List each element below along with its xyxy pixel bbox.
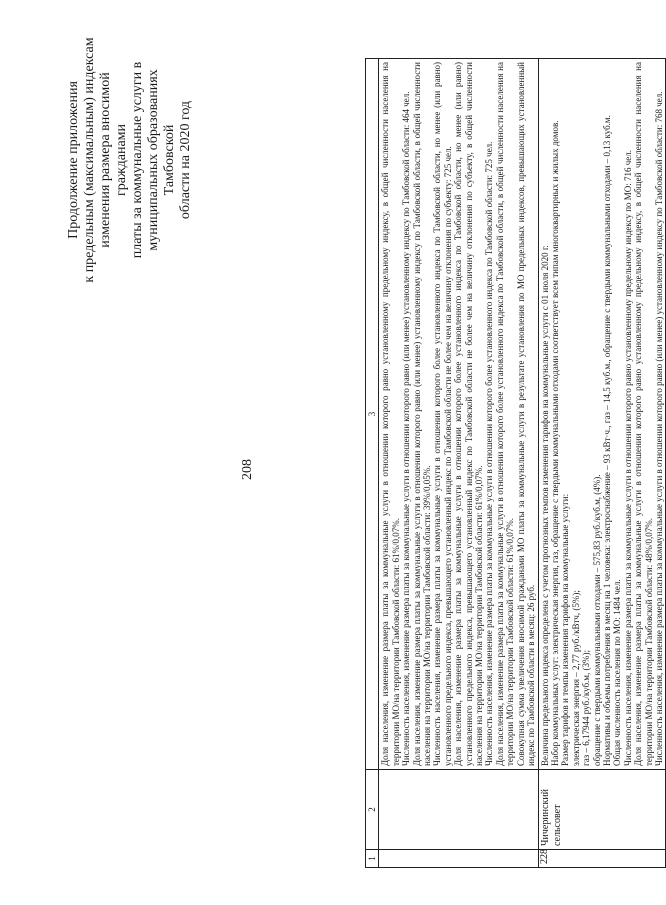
- table-header-row: [366, 59, 379, 868]
- content-paragraph: Доля населения, изменение размера платы за коммунальные услуги в отношении которого равно установленному предельному индексу, в общей численности населения на территории МО/на территории Тамбовской области: 48%/0,07%.: [633, 62, 654, 766]
- empty-cell: [379, 770, 538, 850]
- appendix-line: платы за коммунальные услуги в: [130, 61, 145, 259]
- municipality-content: [538, 59, 666, 770]
- content-paragraph: Общая численность населения по МО: 1484 чел.: [612, 579, 623, 766]
- column-header: 3: [366, 59, 379, 770]
- appendix-heading: [66, 35, 194, 285]
- content-paragraph: Совокупная сумма увеличения вносимой гражданами МО платы за коммунальные услуги в результате установления по МО предельных индексов, превышающих установленный индекс по Тамбовской области в месяц: 26 руб.: [515, 62, 537, 766]
- previous-municipality-content: [379, 59, 538, 770]
- content-paragraph: Доля населения, изменение размера платы за коммунальные услуги в отношении которого равно (или менее) установленному индексу по Тамбовской области, в общей численности населения на территории МО/на территории Тамбовской области: 39%/0,05%.: [411, 62, 433, 766]
- content-paragraph: Численность населения, изменение размера платы за коммунальные услуги в отношении которого равно установленному предельному индексу по МО: 716 чел.: [622, 149, 633, 766]
- column-header: 1: [366, 850, 379, 868]
- indices-table: [365, 58, 666, 868]
- content-paragraph: электрическая энергия – 2,77 руб./кВтч, (5%);: [570, 590, 581, 766]
- content-paragraph: Набор коммунальных услуг: электрическая энергия, газ, обращение с твердыми коммунальными отходами соответствует всем типам многоквартирных и жилых домов.: [549, 120, 560, 766]
- content-paragraph: Доля населения, изменение размера платы за коммунальные услуги в отношении которого более установленного индекса по Тамбовской области, в общей численности населения на территории МО/на территории Тамбовской области: 61%/0,07%.: [494, 62, 516, 766]
- content-paragraph: Размер тарифов и темпы изменения тарифов на коммунальные услуги:: [560, 493, 571, 766]
- empty-cell: [379, 850, 538, 868]
- row-number: 228: [538, 850, 666, 868]
- content-paragraph: Численность населения, изменение размера платы за коммунальные услуги в отношении которого равно (или менее) установленному индексу по Тамбовской области: 464 чел.: [401, 91, 412, 766]
- content-paragraph: Доля населения, изменение размера платы за коммунальные услуги в отношении которого равно установленному предельному индексу, в общей численности населения на территории МО/на территории Тамбовской области: 61%/0,07%.: [380, 62, 401, 766]
- page-number: 208: [240, 459, 255, 480]
- content-paragraph: Доля населения, изменение размера платы за коммунальные услуги в отношении которого более установленного индекса по Тамбовской области, но менее (или равно) установленного предельного индекса, превышающего установленный индекс по Тамбовской области не более чем на величину отклонения по субъекту, в общей численности населения на территории МО/на территории Тамбовской области: 61%/0,07%.: [453, 62, 485, 766]
- table-row: [538, 59, 666, 868]
- appendix-line: области на 2020 год: [178, 100, 193, 220]
- appendix-line: муниципальных образованиях Тамбовской: [146, 69, 177, 251]
- content-paragraph: газ – 6,17944 руб./куб.м, (3%);: [581, 650, 592, 766]
- municipality-name: Чичеринский сельсовет: [538, 770, 666, 850]
- content-paragraph: Численность населения, изменение размера платы за коммунальные услуги в отношении которого равно (или менее) установленному индексу по Тамбовской области: 768 чел.: [653, 91, 664, 766]
- appendix-line: изменения размера вносимой гражданами: [98, 72, 129, 248]
- appendix-line: Продолжение приложения: [66, 81, 81, 239]
- content-paragraph: Численность населения, изменение размера платы за коммунальные услуги в отношении которого более установленного индекса по Тамбовской области, но менее (или равно) установленного предельного индекса, превышающего установленный индекс по Тамбовской области не более чем на величину отклонения по субъекту: 725 чел.: [432, 62, 453, 766]
- content-paragraph: Величина предельного индекса определена с учетом прогнозных темпов изменения тарифов на коммунальные услуги с 01 июля 2020 г.: [539, 245, 550, 766]
- content-paragraph: Численность населения, изменение размера платы за коммунальные услуги в отношении которого более установленного индекса по Тамбовской области: 725 чел.: [484, 141, 495, 766]
- content-paragraph: обращение с твердыми коммунальными отходами – 575,83 руб./куб.м, (4%).: [591, 474, 602, 766]
- appendix-line: к предельным (максимальным) индексам: [82, 37, 97, 283]
- content-paragraph: Нормативы и объемы потребления в месяц на 1 человека: электроснабжение – 93 кВт·ч., газ – 14,5 куб.м., обращение с твердыми коммунальными отходами – 0,13 куб.м.: [601, 115, 612, 766]
- column-header: 2: [366, 770, 379, 850]
- table-row: [379, 59, 538, 868]
